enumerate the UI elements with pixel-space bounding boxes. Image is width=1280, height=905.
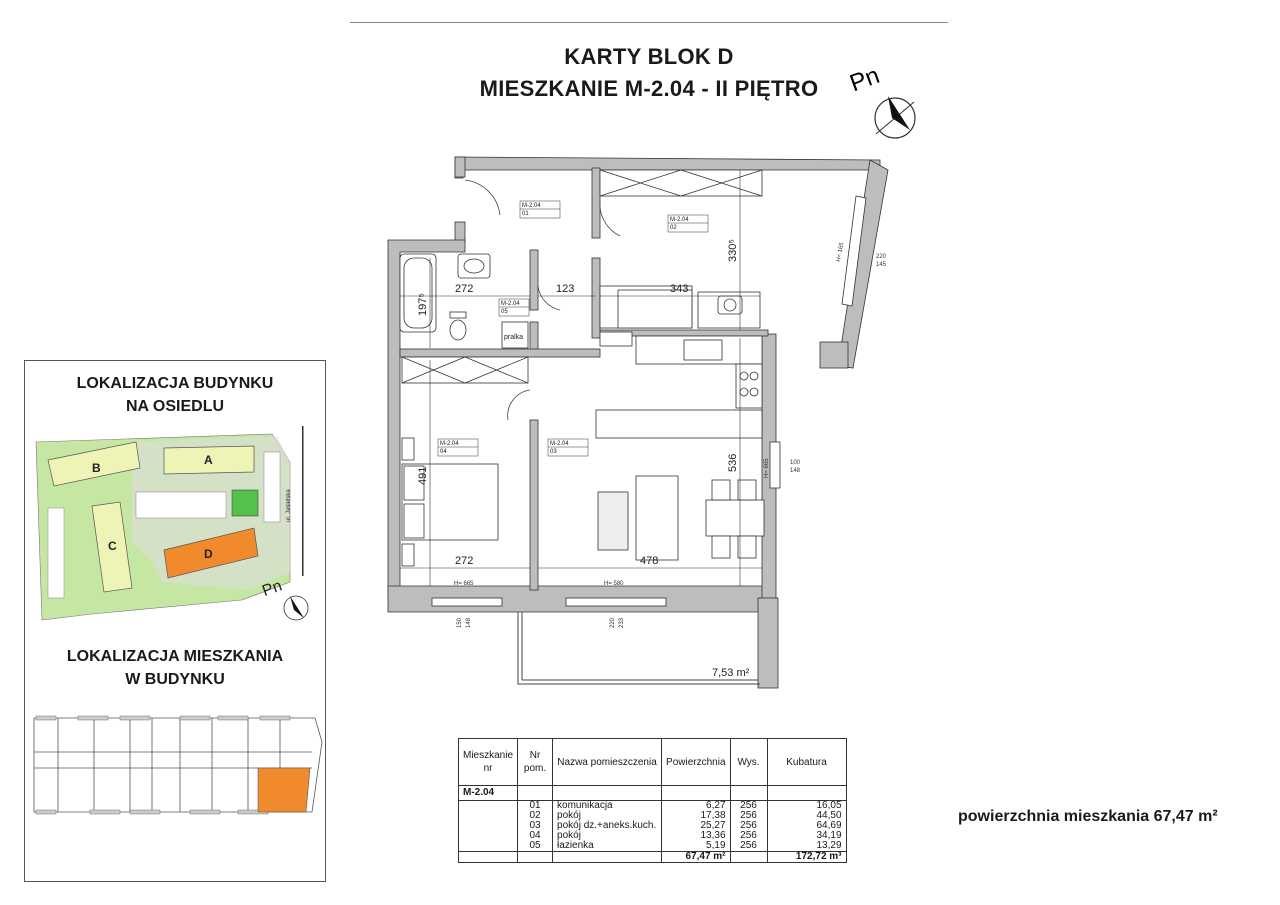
- col-room-no: Nr pom.: [518, 739, 553, 786]
- apartment-area-summary: powierzchnia mieszkania 67,47 m²: [958, 808, 1218, 825]
- street-label: ul. Jasielska: [286, 489, 292, 522]
- window-side-a: 100: [790, 460, 801, 466]
- dim-room3-depth: 536: [727, 453, 739, 472]
- window-corner-h: H= 165: [836, 242, 846, 263]
- room-05-no: 05: [501, 309, 508, 315]
- dim-room4-width: 272: [455, 555, 474, 567]
- room-04-code: M-2.04: [440, 441, 459, 447]
- window2-height: H= 580: [604, 581, 624, 587]
- col-apartment: Mieszkanie nr: [459, 739, 518, 786]
- table-row: 05 łazienka 5,19 256 13,29: [459, 841, 847, 852]
- building-b: B: [92, 461, 101, 475]
- table-row: 01 komunikacja 6,27 256 16,05: [459, 801, 847, 812]
- balcony-area: 7,53 m²: [712, 667, 750, 679]
- apartment-location-heading: LOKALIZACJA MIESZKANIA W BUDYNKU: [66, 648, 284, 688]
- room-05-code: M-2.04: [501, 301, 520, 307]
- dim-hall-width: 123: [556, 283, 575, 295]
- dim-bath-width: 272: [455, 283, 474, 295]
- room-04-no: 04: [440, 449, 447, 455]
- total-area: 67,47 m²: [662, 852, 730, 863]
- building-a: A: [204, 453, 213, 467]
- dim-room2-depth: 330⁵: [727, 239, 739, 262]
- room-03-code: M-2.04: [550, 441, 569, 447]
- total-volume: 172,72 m³: [767, 852, 846, 863]
- table-row: 02 pokój 17,38 256 44,50: [459, 811, 847, 821]
- table-total-row: [459, 852, 847, 863]
- room-01-code: M-2.04: [522, 203, 541, 209]
- floor-plan: [370, 60, 960, 720]
- table-row: 04 pokój 13,36 256 34,19: [459, 831, 847, 841]
- site-map: [32, 422, 322, 632]
- north-label: Pn: [846, 61, 884, 98]
- room-01-no: 01: [522, 211, 529, 217]
- room-table: [458, 738, 847, 863]
- window-side-b: 148: [790, 468, 801, 474]
- room-03-no: 03: [550, 449, 557, 455]
- dim-bath-depth: 197⁵: [417, 293, 429, 316]
- balcony-dim-a: 150: [457, 617, 463, 628]
- balcony-dim-c: 220: [610, 617, 616, 628]
- page-subtitle: MIESZKANIE M-2.04 - II PIĘTRO: [479, 76, 819, 101]
- room-02-code: M-2.04: [670, 217, 689, 223]
- balcony-dim-b: 148: [466, 617, 472, 628]
- window1-height: H= 665: [454, 581, 474, 587]
- building-d: D: [204, 547, 213, 561]
- building-c: C: [108, 539, 117, 553]
- building-plan: [30, 712, 325, 826]
- apartment-id: M-2.04: [459, 786, 518, 801]
- window-corner-a: 220: [876, 254, 887, 260]
- col-area: Powierzchnia: [662, 739, 730, 786]
- top-rule: [350, 22, 948, 23]
- col-volume: Kubatura: [767, 739, 846, 786]
- balcony-dim-d: 233: [619, 617, 625, 628]
- room-02-no: 02: [670, 225, 677, 231]
- building-location-heading: LOKALIZACJA BUDYNKU NA OSIEDLU: [76, 375, 274, 415]
- dim-room2-width: 343: [670, 283, 689, 295]
- washer-label: pralka: [504, 334, 524, 341]
- col-height: Wys.: [730, 739, 767, 786]
- page-title: KARTY BLOK D: [564, 44, 734, 69]
- window-corner-b: 145: [876, 262, 887, 268]
- map-north-label: Pn: [260, 577, 285, 601]
- table-row: 03 pokój dz.+aneks.kuch. 25,27 256 64,69: [459, 821, 847, 831]
- dim-room4-depth: 491: [417, 466, 429, 485]
- window-side-h: H= 665: [764, 458, 770, 478]
- dim-room3-width: 478: [640, 555, 659, 567]
- col-room-name: Nazwa pomieszczenia: [553, 739, 662, 786]
